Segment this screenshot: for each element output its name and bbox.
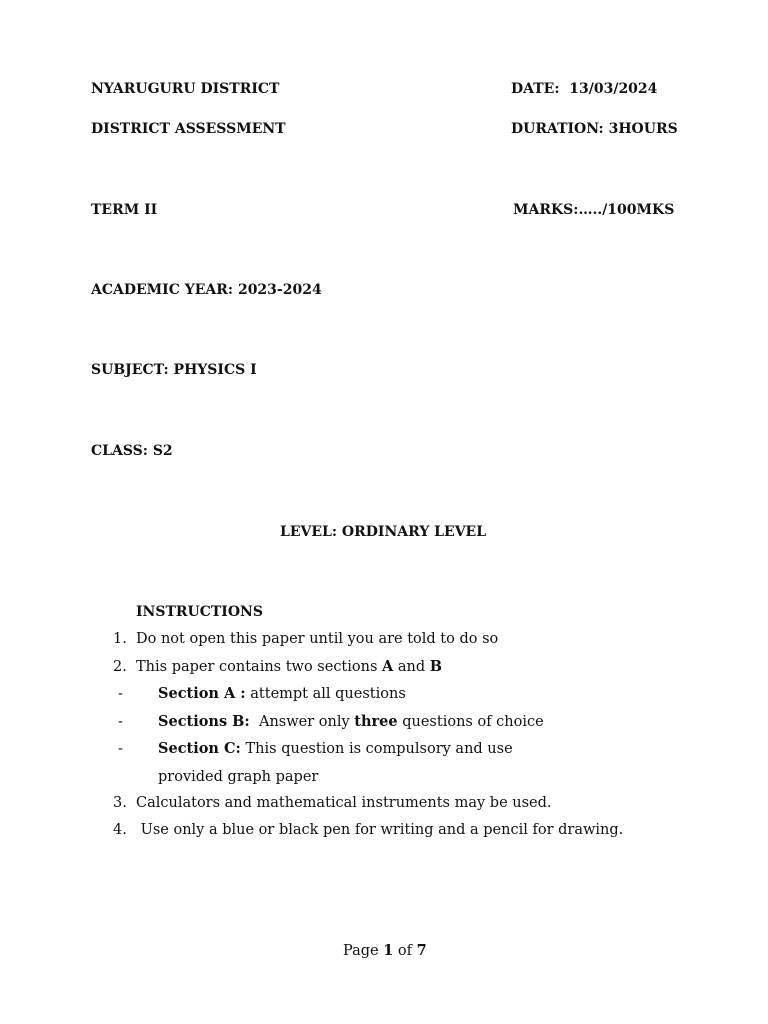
district-name: NYARUGURU DISTRICT — [91, 81, 280, 97]
page-word: Page — [343, 943, 384, 959]
instruction-number: 2. — [113, 659, 127, 675]
section-b-three: three — [354, 713, 398, 730]
class — [91, 442, 173, 460]
section-c-label: Section C: — [158, 740, 241, 757]
section-c-text — [158, 740, 513, 758]
class-label: CLASS: — [91, 443, 148, 459]
section-a-text — [158, 685, 406, 703]
instruction-number: 4. — [113, 822, 127, 838]
assessment-title: DISTRICT ASSESSMENT — [91, 121, 286, 137]
instruction-text: Use only a blue or black pen for writing and a pencil for drawing. — [136, 822, 624, 838]
bullet-dash: - — [118, 686, 123, 702]
instruction-text: Do not open this paper until you are told to do so — [136, 631, 499, 647]
academic-year-value: 2023-2024 — [237, 282, 322, 298]
section-a-label: Section A : — [158, 685, 246, 702]
instruction-text — [136, 658, 442, 676]
section-letter-a: A — [382, 658, 394, 675]
date-label: DATE: — [511, 81, 560, 97]
page-total: 7 — [416, 942, 427, 959]
class-value: S2 — [152, 443, 173, 459]
instruction-number: 1. — [113, 631, 127, 647]
level: LEVEL: ORDINARY LEVEL — [280, 524, 487, 540]
section-c-desc-2: provided graph paper — [158, 769, 319, 785]
exam-date — [511, 80, 657, 98]
section-b-desc: Answer only — [249, 714, 355, 730]
instruction-number: 3. — [113, 795, 127, 811]
of-word: of — [393, 943, 417, 959]
page-current: 1 — [383, 942, 394, 959]
instruction-text-part: and — [393, 659, 430, 675]
instruction-text-part: This paper contains two sections — [136, 659, 383, 675]
instruction-text: Calculators and mathematical instruments may be used. — [136, 795, 552, 811]
subject: SUBJECT: PHYSICS I — [91, 362, 257, 378]
section-a-desc: attempt all questions — [245, 686, 406, 702]
bullet-dash: - — [118, 741, 123, 757]
marks: MARKS:…../100MKS — [513, 202, 675, 218]
instructions-title: INSTRUCTIONS — [136, 604, 263, 620]
section-b-desc-end: questions of choice — [397, 714, 544, 730]
term: TERM II — [91, 202, 158, 218]
academic-year-label: ACADEMIC YEAR: — [91, 282, 234, 298]
section-b-text — [158, 713, 544, 731]
section-c-desc: This question is compulsory and use — [240, 741, 513, 757]
bullet-dash: - — [118, 714, 123, 730]
section-b-label: Sections B: — [158, 713, 250, 730]
academic-year — [91, 281, 322, 299]
page-footer — [343, 942, 427, 960]
exam-duration: DURATION: 3HOURS — [511, 121, 678, 137]
section-letter-b: B — [429, 658, 443, 675]
date-value: 13/03/2024 — [569, 81, 658, 97]
